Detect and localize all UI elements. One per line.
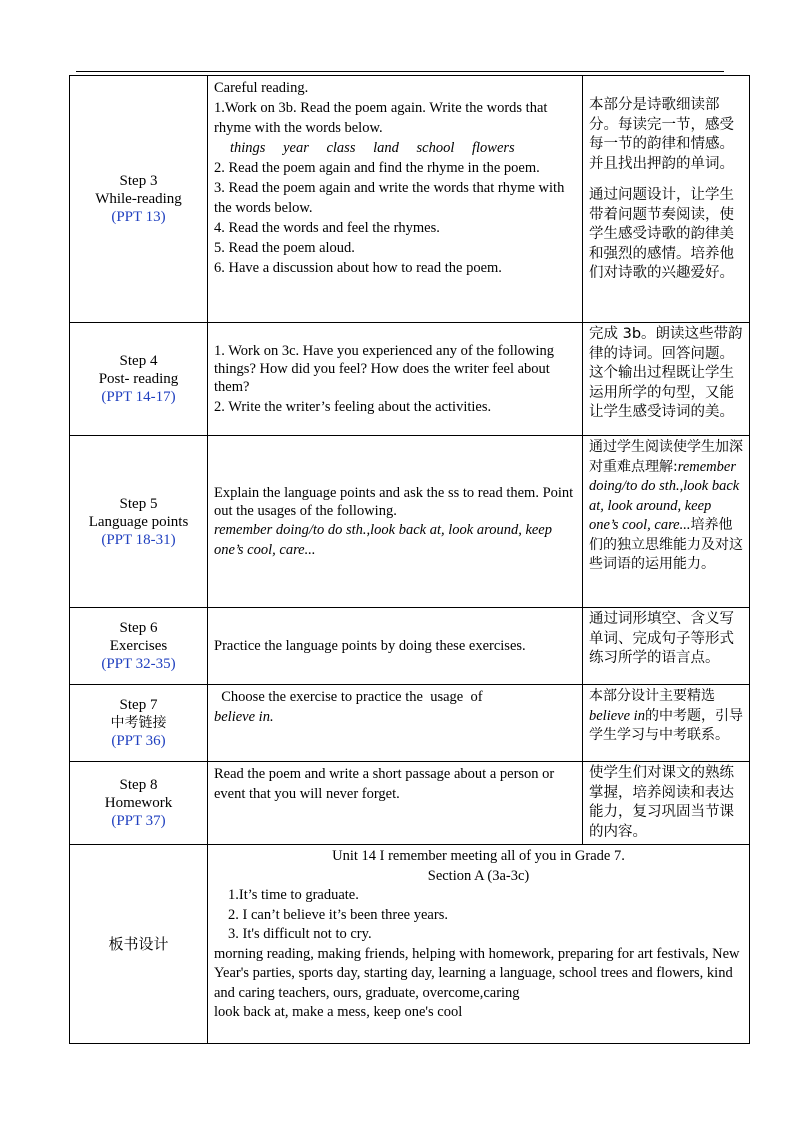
purpose-phrases: believe in (589, 707, 645, 724)
step-name: While-reading (95, 191, 182, 207)
table-row (70, 608, 750, 685)
activity-phrases: remember doing/to do sth.,look back at, look around, keep one’s cool, care... (214, 521, 552, 558)
step-name: Exercises (109, 638, 168, 654)
ppt-ref: (PPT 37) (111, 813, 166, 829)
activity-text: Choose the exercise to practice the usage of (214, 689, 483, 705)
step-cell (70, 76, 208, 323)
table-row (70, 685, 750, 762)
activity-cell (208, 323, 583, 436)
step-cell (70, 762, 208, 845)
step-number: Step 4 (119, 353, 158, 369)
board-phrases: look back at, make a mess, keep one's cool (214, 1004, 463, 1020)
ppt-ref: (PPT 36) (111, 733, 166, 749)
ppt-ref: (PPT 32-35) (101, 656, 176, 672)
purpose-phrases: remember doing/to do sth.,look back at, look around, keep one’s cool, care... (589, 458, 740, 533)
board-point: 1.It’s time to graduate. (228, 887, 359, 903)
activity-text: Practice the language points by doing these exercises. (214, 638, 526, 654)
activity-text: Careful reading. (214, 80, 309, 96)
ppt-ref: (PPT 13) (111, 209, 166, 225)
table-row (70, 845, 750, 1044)
purpose-text: 使学生们对课文的熟练掌握，培养阅读和表达能力，复习巩固当节课的内容。 (589, 765, 734, 840)
activity-text: 1.Work on 3b. Read the poem again. Write the words that rhyme with the words below. (214, 100, 548, 136)
board-vocab: morning reading, making friends, helping with homework, preparing for art festivals, New Year's parties, sports day, starting day, learning a language, school trees and flowers, kind and caring teachers, ours, graduate, overcome,caring (214, 945, 740, 1001)
activity-cell (208, 762, 583, 845)
step-number: Step 8 (119, 777, 158, 793)
step-cell (70, 323, 208, 436)
purpose-text: 完成 3b。朗读这些带韵律的诗词。回答问题。这个输出过程既让学生运用所学的句型，又能让学生感受诗词的美。 (589, 326, 743, 420)
board-title: Unit 14 I remember meeting all of you in Grade 7. (332, 848, 625, 864)
purpose-text: 本部分是诗歌细读部分。每读完一节，感受每一节的韵律和情感。并且找出押韵的单词。 (589, 97, 734, 172)
activity-text: believe in. (214, 709, 274, 725)
table-row (70, 762, 750, 845)
step-name: Homework (104, 795, 173, 811)
table-row (70, 323, 750, 436)
activity-text: 2. Read the poem again and find the rhyme in the poem. (214, 160, 540, 176)
purpose-text: 的中考题，引导学生学习与中考联系。 (589, 707, 743, 743)
purpose-text: 本部分设计主要精选 (589, 688, 715, 704)
activity-text: 5. Read the poem aloud. (214, 240, 355, 256)
board-label: 板书设计 (108, 935, 169, 953)
board-point: 3. It's difficult not to cry. (228, 926, 372, 942)
activity-text: 2. Write the writer’s feeling about the activities. (214, 399, 492, 415)
purpose-cell (583, 76, 750, 323)
step-name: Language points (88, 513, 189, 530)
purpose-text: 培养他们的独立思维能力及对这些词语的运用能力。 (589, 517, 743, 572)
activity-text: 3. Read the poem again and write the words that rhyme with the words below. (214, 180, 565, 216)
rhyme-words: things year class land school flowers (230, 140, 515, 156)
board-content-cell (208, 845, 750, 1044)
activity-text: 6. Have a discussion about how to read the poem. (214, 260, 502, 276)
activity-text: 4. Read the words and feel the rhymes. (214, 220, 440, 236)
table-row (70, 436, 750, 608)
step-cell (70, 436, 208, 608)
ppt-ref: (PPT 18-31) (101, 531, 176, 548)
activity-cell (208, 685, 583, 762)
header-rule (76, 71, 724, 72)
board-label-cell (70, 845, 208, 1044)
activity-text: Read the poem and write a short passage about a person or event that you will never forget. (214, 766, 555, 802)
step-cell (70, 685, 208, 762)
purpose-text: 通过问题设计，让学生带着问题节奏阅读，使学生感受诗歌的韵律美和强烈的感情。培养他们对诗歌的兴趣爱好。 (589, 187, 734, 281)
activity-cell (208, 436, 583, 608)
activity-cell (208, 76, 583, 323)
activity-cell (208, 608, 583, 685)
purpose-text: 通过词形填空、含义写单词、完成句子等形式练习所学的语言点。 (589, 611, 734, 666)
purpose-cell (583, 436, 750, 608)
purpose-cell (583, 323, 750, 436)
step-name: Post- reading (98, 371, 179, 387)
lesson-plan-table (69, 75, 750, 1044)
table-row (70, 76, 750, 323)
purpose-cell (583, 685, 750, 762)
step-name: 中考链接 (110, 715, 167, 731)
step-number: Step 7 (119, 697, 158, 713)
ppt-ref: (PPT 14-17) (101, 389, 176, 405)
activity-text: 1. Work on 3c. Have you experienced any of the following things? How did you feel? How does the writer feel about them? (214, 343, 555, 395)
step-cell (70, 608, 208, 685)
step-number: Step 3 (119, 173, 158, 189)
purpose-cell (583, 762, 750, 845)
purpose-cell (583, 608, 750, 685)
step-number: Step 5 (119, 495, 158, 512)
board-section: Section A (3a-3c) (427, 867, 530, 884)
activity-text: Explain the language points and ask the ss to read them. Point out the usages of the following. (214, 484, 574, 519)
purpose-text: 通过学生阅读使学生加深对重难点理解: (589, 439, 743, 475)
step-number: Step 6 (119, 620, 158, 636)
board-point: 2. I can’t believe it’s been three years. (228, 906, 448, 923)
